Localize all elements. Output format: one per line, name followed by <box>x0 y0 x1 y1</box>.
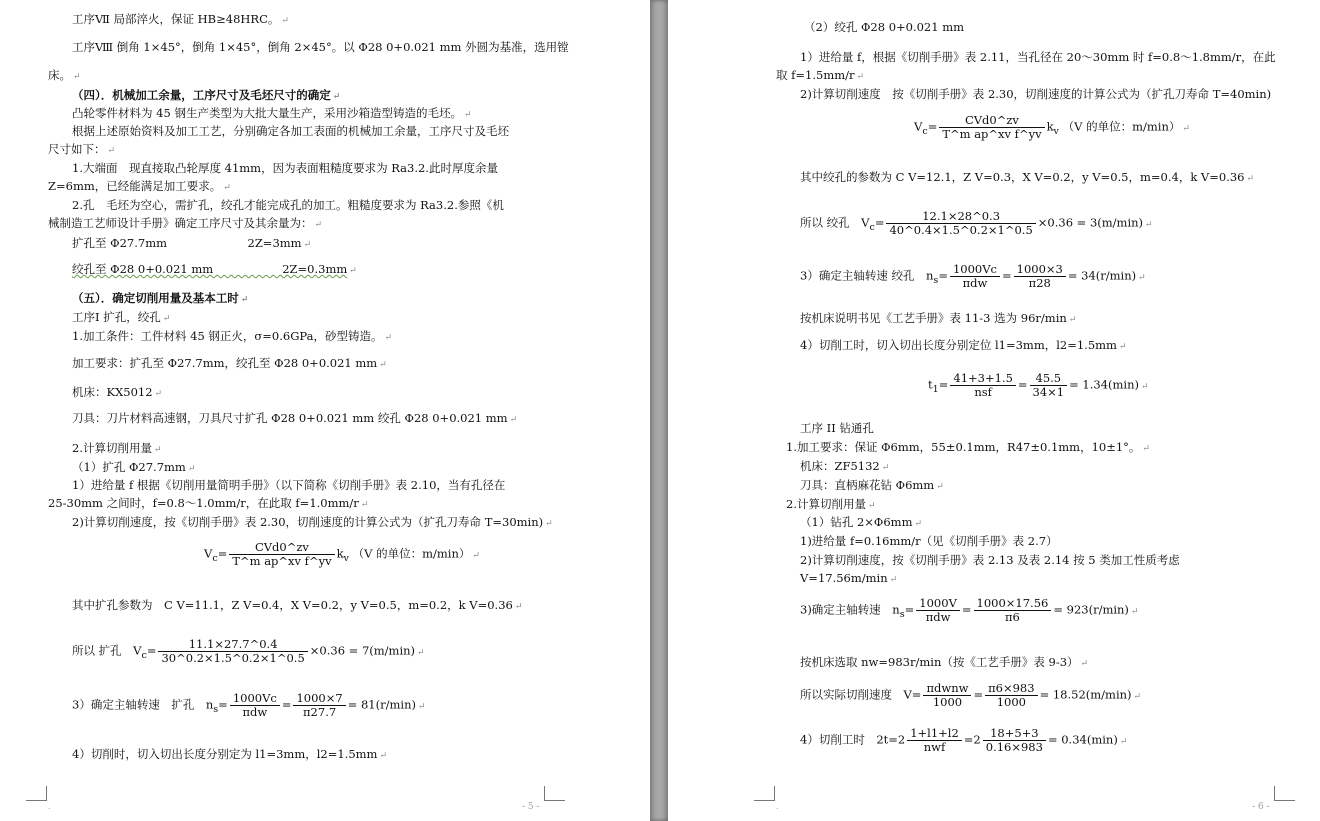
formula-hinge-reaming-speed: 所以 绞孔 $V_c=$ $\frac{12.1\times 28\^{}0.3}{40\^{}0.4\times 1.5\^{}0.2\times 1\^{}0.5}$ ×0.36 = 3(m/min) ↵ <box>800 209 1153 237</box>
page-corner-mark <box>544 786 565 801</box>
text-line: 按机床选取 nw=983r/min（按《工艺手册》表 9-3） ↵ <box>800 655 1089 669</box>
text-line: 1）进给量 f 根据《切削用量简明手册》（以下简称《切削手册》表 2.10，当有孔径在 <box>72 478 506 492</box>
text-line: 机床：KX5012 ↵ <box>72 385 163 399</box>
text-line: （2）绞孔 Φ28 0+0.021 mm <box>804 20 965 34</box>
text-line: 其中绞孔的参数为 C V=12.1，Z V=0.3，X V=0.2，y V=0.5，m=0.4，k V=0.36 ↵ <box>800 170 1255 184</box>
text-line: 械制造工艺师设计手册》确定工序尺寸及其余量为： ↵ <box>48 216 323 230</box>
formula-actual-cutting-speed: 所以实际切削速度 V= $\frac{\text{πdwnw}}{1000}$ = $\frac{\pi 6\times 983}{1000}$ = 18.52(m/min) ↵ <box>800 681 1142 709</box>
section-heading: （四）．机械加工余量，工序尺寸及毛坯尺寸的确定 ↵ <box>72 88 341 102</box>
text-line: 其中扩孔参数为 C V=11.1，Z V=0.4，X V=0.2，y V=0.5，m=0.2，k V=0.36 ↵ <box>72 598 523 612</box>
text-line: 1.大端面 现直接取凸轮厚度 41mm，因为表面粗糙度要求为 Ra3.2.此时厚度余量 <box>72 161 498 175</box>
text-line: 1）进给量 f，根据《切削手册》表 2.11，当孔径在 20～30mm 时 f=0.8～1.8mm/r，在此 <box>800 50 1276 64</box>
text-line: 取 f=1.5mm/r ↵ <box>776 68 865 82</box>
text-line: 4）切削工时，切入切出长度分别定位 l1=3mm，l2=1.5mm ↵ <box>800 338 1127 352</box>
text-line: 2)计算切削速度，按《切削手册》表 2.30，切削速度的计算公式为（扩孔刀寿命 T=30min) ↵ <box>72 515 553 529</box>
formula-drill-spindle-speed: 3)确定主轴转速 $n_s=$ $\frac{1000V}{\text{πdw}}$ = $\frac{1000\times 17.56}{\pi 6}$ = 923(r/min) ↵ <box>800 596 1139 624</box>
document-page-right <box>668 0 1320 821</box>
text-line: 机床：ZF5132 ↵ <box>800 459 890 473</box>
formula-spindle-speed: 3）确定主轴转速 扩孔 $n_s=$ $\frac{1000Vc}{\text{πdw}}$ = $\frac{1000\times 7}{\pi 27.7}$ = 81(r/min) ↵ <box>72 691 426 719</box>
page-corner-mark <box>26 786 47 801</box>
text-line: 2.计算切削用量 ↵ <box>786 497 876 511</box>
page-corner-mark <box>754 786 775 801</box>
text-line: （1）钻孔 2×Φ6mm ↵ <box>800 515 923 529</box>
section-heading: 工序 II 钻通孔 <box>800 421 874 435</box>
formula-drill-cutting-time: 4）切削工时 2t=2 $\frac{1+l1+l2}{\text{nwf}}$ =2 $\frac{18+5+3}{0.16\times 983}$ = 0.34(min) ↵ <box>800 726 1128 754</box>
text-line: 2)计算切削速度，按《切削手册》表 2.13 及表 2.14 按 5 类加工性质考虑 <box>800 553 1180 567</box>
text-line: 尺寸如下： ↵ <box>48 142 116 156</box>
text-line: 扩孔至 Φ27.7mm 2Z=3mm ↵ <box>72 236 312 250</box>
text-line: 工序Ⅰ 扩孔，绞孔 ↵ <box>72 310 171 324</box>
formula-reaming-speed: 所以 扩孔 $V_c=$ $\frac{11.1\times 27.7\^{}0.4}{30\^{}0.2\times 1.5\^{}0.2\times 1\^{}0.5}$ ×0.36 = 7(m/min) ↵ <box>72 637 425 665</box>
text-line: 工序Ⅷ 倒角 1×45°，倒角 1×45°，倒角 2×45°。以 Φ28 0+0.021 mm 外圆为基准，选用镗 <box>72 40 569 54</box>
text-line: V=17.56m/min ↵ <box>800 571 898 585</box>
text-line: 25-30mm 之间时，f=0.8～1.0mm/r，在此取 f=1.0mm/r ↵ <box>48 496 369 510</box>
page-number: - 5 - <box>522 802 540 812</box>
paragraph-mark: . <box>48 802 51 811</box>
section-heading: （五）．确定切削用量及基本工时 ↵ <box>72 291 249 305</box>
formula-cutting-speed-general: $V_c=$ $\frac{\text{CVd0\textasciicircum{}zv}}{\text{T\textasciicircum{}m ap\textasciicircum{}xv f\textasciicircum{}yv}}$ $k_v$ （V 的单位：m/min） ↵ <box>204 540 480 568</box>
page-gap <box>650 0 668 821</box>
text-line: 2.孔 毛坯为空心，需扩孔，绞孔才能完成孔的加工。粗糙度要求为 Ra3.2.参照《机 <box>72 198 504 212</box>
text-line: 4）切削时，切入切出长度分别定为 l1=3mm，l2=1.5mm ↵ <box>72 747 388 761</box>
text-line: 工序Ⅶ 局部淬火，保证 HB≥48HRC。 ↵ <box>72 12 289 26</box>
text-line: 根据上述原始资料及加工工艺，分别确定各加工表面的机械加工余量，工序尺寸及毛坯 <box>72 124 509 138</box>
text-line: Z=6mm，已经能满足加工要求。 ↵ <box>48 179 231 193</box>
page-number: - 6 - <box>1252 802 1270 812</box>
formula-cutting-time: $t_1=$ $\frac{41+3+1.5}{\text{nsf}}$ = $\frac{45.5}{34\times 1}$ = 1.34(min) ↵ <box>928 371 1149 399</box>
text-line: 1.加工要求：保证 Φ6mm，55±0.1mm，R47±0.1mm，10±1°。 ↵ <box>786 440 1150 454</box>
text-line: 绞孔至 Φ28 0+0.021 mm 2Z=0.3mm ↵ <box>72 262 357 276</box>
formula-cutting-speed-general: $V_c=$ $\frac{\text{CVd0\textasciicircum{}zv}}{\text{T\textasciicircum{}m ap\textasciicircum{}xv f\textasciicircum{}yv}}$ $k_v$ （V 的单位：m/min） ↵ <box>914 113 1190 141</box>
text-line: 刀具：刀片材料高速钢，刀具尺寸扩孔 Φ28 0+0.021 mm 绞孔 Φ28 0+0.021 mm ↵ <box>72 411 518 425</box>
text-line: 加工要求：扩孔至 Φ27.7mm，绞孔至 Φ28 0+0.021 mm ↵ <box>72 356 387 370</box>
text-line: 刀具：直柄麻花钻 Φ6mm ↵ <box>800 478 944 492</box>
text-line: （1）扩孔 Φ27.7mm ↵ <box>72 460 196 474</box>
text-line: 凸轮零件材料为 45 钢生产类型为大批大量生产，采用沙箱造型铸造的毛坯。 ↵ <box>72 106 472 120</box>
text-line: 2)计算切削速度 按《切削手册》表 2.30，切削速度的计算公式为（扩孔刀寿命 T=40min) <box>800 87 1272 101</box>
text-line: 2.计算切削用量 ↵ <box>72 441 162 455</box>
text-line: 床。 ↵ <box>48 68 81 82</box>
paragraph-mark: . <box>776 802 779 811</box>
text-line: 1.加工条件：工件材料 45 钢正火，σ=0.6GPa，砂型铸造。 ↵ <box>72 329 392 343</box>
text-line: 1)进给量 f=0.16mm/r（见《切削手册》表 2.7） <box>800 534 1058 548</box>
text-line: 按机床说明书见《工艺手册》表 11-3 选为 96r/min ↵ <box>800 311 1077 325</box>
document-page-left <box>0 0 650 821</box>
page-corner-mark <box>1274 786 1295 801</box>
formula-spindle-speed: 3）确定主轴转速 绞孔 $n_s=$ $\frac{1000Vc}{\text{πdw}}$ = $\frac{1000\times 3}{\pi 28}$ = 34(r/min) ↵ <box>800 262 1146 290</box>
